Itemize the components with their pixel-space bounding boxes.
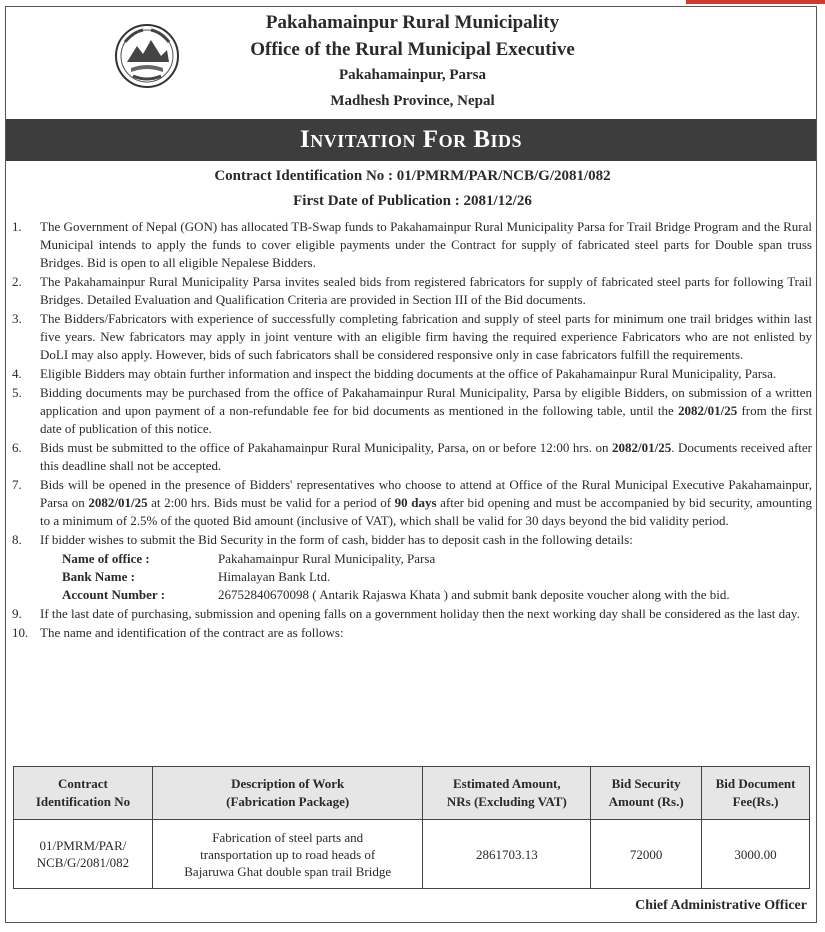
bank-row <box>62 586 812 604</box>
cell-document-fee: 3000.00 <box>702 820 810 889</box>
cell-estimated-amount: 2861703.13 <box>423 820 591 889</box>
signature: Chief Administrative Officer <box>635 898 807 913</box>
deadline-date: 2082/01/25 <box>678 403 738 418</box>
bank-details <box>62 550 812 604</box>
province-name: Madhesh Province, Nepal <box>330 93 495 109</box>
clauses-list <box>12 218 812 643</box>
clause-text: The Government of Nepal (GON) has allocated TB-Swap funds to Pakahamainpur Rural Municipality Parsa for Trail Bridge Program and the Rural Municipal intends to apply the funds to cover eligible payments under the Contract for supply of fabricated steel parts for Double span truss Bridges. Bid is open to all eligible Nepalese Bidders. <box>40 219 812 270</box>
clause-number: 10. <box>12 625 29 640</box>
office-name: Office of the Rural Municipal Executive <box>250 39 575 60</box>
clause-number: 5. <box>12 385 22 400</box>
deadline-date: 2082/01/25 <box>611 440 672 455</box>
clause-text: The Pakahamainpur Rural Municipality Parsa invites sealed bids from registered fabricators for supply of fabricated steel parts for following Trail Bridges. Detailed Evaluation and Qualification Criteria are provided in Section III of the Bid documents. <box>40 274 812 307</box>
clause-7 <box>12 476 812 530</box>
office-address: Pakahamainpur, Parsa <box>339 67 486 83</box>
corner-accent <box>686 0 825 4</box>
clause-1 <box>12 218 812 272</box>
contract-table <box>13 766 810 889</box>
clause-text: The Bidders/Fabricators with experience of successfully completing fabrication and supply of steel parts for minimum one trail bridges within last five years. New fabricators may apply in joint venture with an eligible firm having the required experience Fabricators who are not enlisted by DoLI may also apply. However, bids of such fabricators shall be considered responsive only in case fabricators fulfill the requirements. <box>40 311 812 362</box>
publication-date: First Date of Publication : 2081/12/26 <box>293 193 532 209</box>
table-row <box>14 820 810 889</box>
bank-value: Himalayan Bank Ltd. <box>218 569 331 584</box>
clause-4 <box>12 365 812 383</box>
clause-text: after bid opening and must be accompanied by bid security, amounting to a minimum of 2.5% of the quoted Bid amount (inclusive of VAT), which shall be valid for 30 days beyond the bid validity period. <box>40 495 812 528</box>
clause-number: 8. <box>12 532 22 547</box>
clause-text: Bids must be submitted to the office of Pakahamainpur Rural Municipality, Parsa, on or before 12:00 hrs. on <box>40 440 612 455</box>
bank-row <box>62 568 812 586</box>
clause-number: 7. <box>12 477 22 492</box>
validity-period: 90 days <box>394 495 437 510</box>
clause-text: Eligible Bidders may obtain further information and inspect the bidding documents at the office of Pakahamainpur Rural Municipality, Parsa. <box>40 366 777 381</box>
clause-3 <box>12 310 812 364</box>
clause-2 <box>12 273 812 309</box>
contract-identification: Contract Identification No : 01/PMRM/PAR/NCB/G/2081/082 <box>214 168 611 184</box>
header-document-fee: Bid Document Fee(Rs.) <box>702 767 810 820</box>
cell-description: Fabrication of steel parts and transportation up to road heads of Bajaruwa Ghat double span trail Bridge <box>152 820 423 889</box>
clause-text: Bids will be opened in the presence of Bidders' representatives who choose to attend at Office of the Rural Municipal Executive Pakahamainpur, Parsa on <box>40 477 812 510</box>
clause-8 <box>12 531 812 549</box>
clause-text: The name and identification of the contract are as follows: <box>40 625 344 640</box>
clause-6 <box>12 439 812 475</box>
header-estimated-amount: Estimated Amount, NRs (Excluding VAT) <box>423 767 591 820</box>
municipality-name: Pakahamainpur Rural Municipality <box>265 12 560 33</box>
clause-5 <box>12 384 812 438</box>
clause-number: 9. <box>12 606 22 621</box>
clause-text: at 2:00 hrs. Bids must be valid for a period of <box>147 495 395 510</box>
header-contract-id: Contract Identification No <box>14 767 153 820</box>
bank-value: 26752840670098 ( Antarik Rajaswa Khata ) and submit bank deposite voucher along with the bid. <box>218 587 730 602</box>
bank-value: Pakahamainpur Rural Municipality, Parsa <box>218 551 436 566</box>
clause-9 <box>12 605 812 623</box>
clause-number: 4. <box>12 366 22 381</box>
header-description: Description of Work (Fabrication Package) <box>152 767 423 820</box>
clause-text: . Documents received after this deadline shall not be accepted. <box>40 440 812 473</box>
bank-label: Bank Name : <box>62 569 135 584</box>
notice-title: Invitation For Bids <box>6 119 816 161</box>
bank-row <box>62 550 812 568</box>
header-bid-security: Bid Security Amount (Rs.) <box>591 767 702 820</box>
bank-label: Name of office : <box>62 551 150 566</box>
clause-10 <box>12 624 812 642</box>
clause-number: 2. <box>12 274 22 289</box>
clause-text: from the first date of publication of this notice. <box>40 403 812 436</box>
clause-text: Bidding documents may be purchased from the office of Pakahamainpur Rural Municipality, Parsa by eligible Bidders, on submission of a written application and upon payment of a non-refundable fee for bid documents as mentioned in the following table, until the <box>40 385 812 418</box>
cell-bid-security: 72000 <box>591 820 702 889</box>
bank-label: Account Number : <box>62 587 166 602</box>
clause-text: If bidder wishes to submit the Bid Security in the form of cash, bidder has to deposit cash in the following details: <box>40 532 633 547</box>
opening-date: 2082/01/25 <box>88 495 148 510</box>
clause-text: If the last date of purchasing, submission and opening falls on a government holiday then the next working day shall be considered as the last day. <box>40 606 800 621</box>
clause-number: 6. <box>12 440 22 455</box>
table-header-row <box>14 767 810 820</box>
clause-number: 3. <box>12 311 22 326</box>
clause-number: 1. <box>12 219 22 234</box>
cell-contract-id: 01/PMRM/PAR/ NCB/G/2081/082 <box>14 820 153 889</box>
